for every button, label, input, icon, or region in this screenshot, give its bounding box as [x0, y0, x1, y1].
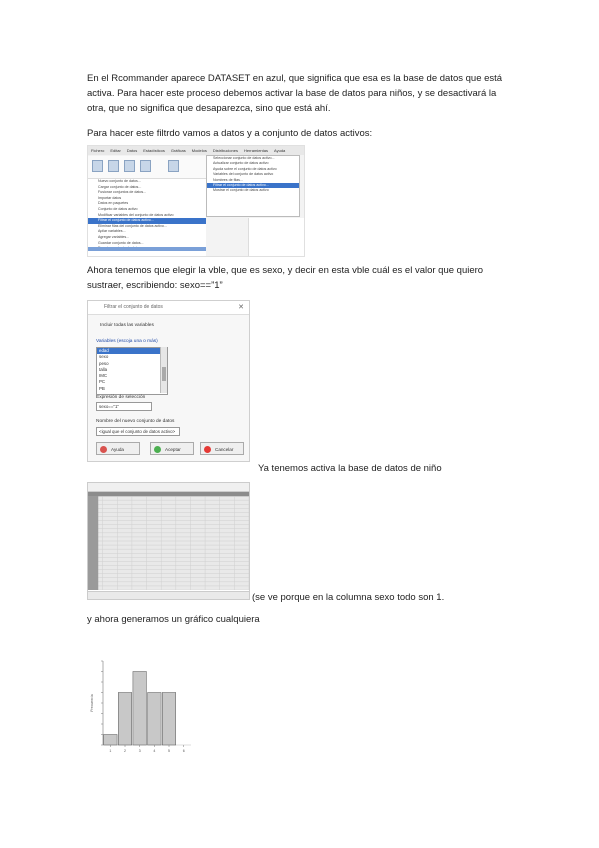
- menu-4[interactable]: Gráficas: [170, 148, 186, 153]
- submenu-item[interactable]: Seleccionar conjunto de datos activo...: [213, 156, 275, 160]
- menu-2[interactable]: Datos: [126, 148, 138, 153]
- data-menu-item[interactable]: Modificar variables del conjunto de datos activo: [98, 212, 174, 217]
- paragraph-sexo-column: (se ve porque en la columna sexo todo son 1.: [252, 592, 445, 603]
- bar-3: [133, 672, 146, 746]
- bar-2: [118, 693, 131, 746]
- menu-6[interactable]: Distribuciones: [212, 148, 238, 153]
- variable-option[interactable]: PC: [99, 379, 106, 385]
- data-menu-item[interactable]: Cargar conjunto de datos...: [98, 184, 142, 189]
- dialog-titlebar: [88, 301, 249, 315]
- menu-0[interactable]: Fichero: [91, 148, 105, 153]
- menu-1[interactable]: Editar: [110, 148, 121, 153]
- variables-listbox[interactable]: [96, 347, 168, 395]
- submenu-item[interactable]: Filtrar el conjunto de datos activo...: [207, 183, 299, 188]
- paragraph-filter-instructions: Para hacer este filtrdo vamos a datos y a conjunto de datos activos:: [87, 128, 373, 139]
- data-menu-item[interactable]: Eliminar filas del conjunto de datos activo...: [98, 223, 167, 228]
- listbox-scrollbar[interactable]: [160, 347, 167, 393]
- cancel-button-label: Cancelar: [215, 447, 234, 452]
- bar-4: [148, 693, 161, 746]
- viewer-bottombar: [88, 591, 249, 600]
- model-icon: [140, 160, 151, 172]
- menu-5[interactable]: Modelos: [191, 148, 207, 153]
- output-pane: [248, 218, 305, 256]
- new-name-label: Nombre del nuevo conjunto de datos: [96, 419, 175, 424]
- cancel-button[interactable]: [200, 442, 244, 455]
- viewer-header: [88, 483, 249, 492]
- expression-input[interactable]: sexo=="1": [96, 402, 152, 411]
- data-viewer-screenshot: [87, 482, 250, 600]
- dialog-title: Filtrar el conjunto de datos: [104, 304, 163, 310]
- data-menu-item[interactable]: Conjunto de datos activo: [98, 206, 138, 211]
- bar-chart: [87, 655, 197, 760]
- column-header-row: [88, 492, 249, 496]
- variable-option[interactable]: IMC: [99, 373, 108, 379]
- help-button[interactable]: [96, 442, 140, 455]
- paragraph-choose-variable: Ahora tenemos que elegir la vble, que es sexo, y decir en esta vble cuál es el valor que quiero sustraer, escribiendo: sexo==”1”: [87, 265, 484, 291]
- data-menu-item[interactable]: Guardar conjunto de datos...: [98, 240, 144, 245]
- help-icon: [100, 446, 107, 453]
- new-name-input[interactable]: <igual que el conjunto de datos activo>: [96, 427, 180, 436]
- check-icon: [154, 446, 161, 453]
- variable-option[interactable]: talla: [99, 366, 108, 372]
- menu-bar: [88, 146, 304, 155]
- x-tick-label: 4: [153, 749, 156, 753]
- y-axis-label: Frecuencia: [90, 694, 94, 712]
- x-tick-label: 1: [109, 749, 112, 753]
- row-header-column: [88, 496, 98, 590]
- data-menu-item[interactable]: Fusionar conjuntos de datos...: [98, 190, 147, 195]
- menu-7[interactable]: Herramientas: [243, 148, 268, 153]
- variable-option[interactable]: edad: [97, 348, 167, 354]
- variables-label: Variables (escoja una o más): [96, 339, 158, 344]
- expression-label: Expresión de selección: [96, 395, 146, 400]
- variable-option[interactable]: sexo: [99, 354, 109, 360]
- paragraph-generate-chart: y ahora generamos un gráfico cualquiera: [87, 614, 260, 625]
- rcommander-menu-screenshot: [87, 145, 305, 257]
- data-menu-item[interactable]: Filtrar el conjunto de datos activo...: [88, 218, 206, 224]
- active-dataset-submenu: [206, 155, 300, 217]
- data-menu-item[interactable]: Datos en paquetes: [98, 201, 129, 206]
- submenu-item[interactable]: Variables del conjunto de datos activo: [213, 172, 274, 177]
- ok-button-label: Aceptar: [165, 447, 181, 452]
- data-menu: [88, 179, 206, 256]
- x-tick-label: 3: [138, 749, 141, 753]
- edit-icon: [108, 160, 119, 172]
- menu-8[interactable]: Ayuda: [274, 148, 286, 153]
- toolbar: [88, 156, 206, 179]
- selection-bar: [88, 247, 206, 251]
- submenu-item[interactable]: Ayuda sobre el conjunto de datos activo: [213, 166, 277, 171]
- x-tick-label: 6: [182, 749, 185, 753]
- bar-chart-svg: [87, 655, 197, 760]
- data-menu-item[interactable]: Nuevo conjunto de datos...: [98, 179, 141, 183]
- dataset-icon: [92, 160, 103, 172]
- bar-5: [162, 693, 175, 746]
- paragraph-intro: En el Rcommander aparece DATASET en azul, que significa que esa es la base de datos que está activa. Para hacer este proceso debemos activar la base de datos para niños, y se desactivará la otra, que no significa que desaparezca, sino que está ahí.: [87, 73, 503, 114]
- variable-option[interactable]: peso: [99, 360, 109, 366]
- x-tick-label: 2: [124, 749, 126, 753]
- view-icon: [124, 160, 135, 172]
- bar-1: [104, 735, 117, 746]
- submenu-item[interactable]: Actualizar conjunto de datos activo: [213, 161, 269, 166]
- cancel-icon: [204, 446, 211, 453]
- submenu-item[interactable]: Nombres de filas...: [213, 177, 243, 182]
- paragraph-active-dataset: Ya tenemos activa la base de datos de niño: [258, 463, 442, 474]
- close-icon[interactable]: ✕: [238, 304, 244, 311]
- ok-button[interactable]: [150, 442, 194, 455]
- include-all-checkbox-label[interactable]: Incluir todas las variables: [100, 323, 154, 328]
- submenu-item[interactable]: Mostrar el conjunto de datos activo: [213, 188, 269, 193]
- data-menu-item[interactable]: Agregar variables...: [98, 234, 130, 239]
- help-button-label: Ayuda: [111, 447, 124, 452]
- table-icon: [168, 160, 179, 172]
- variable-option[interactable]: PB: [99, 385, 105, 391]
- x-tick-label: 5: [168, 749, 170, 753]
- menu-3[interactable]: Estadísticos: [143, 148, 165, 153]
- data-grid: [88, 492, 249, 590]
- data-menu-item[interactable]: Importar datos: [98, 195, 122, 200]
- filter-dialog-screenshot: [87, 300, 250, 462]
- data-menu-item[interactable]: Apilar variables...: [98, 229, 126, 234]
